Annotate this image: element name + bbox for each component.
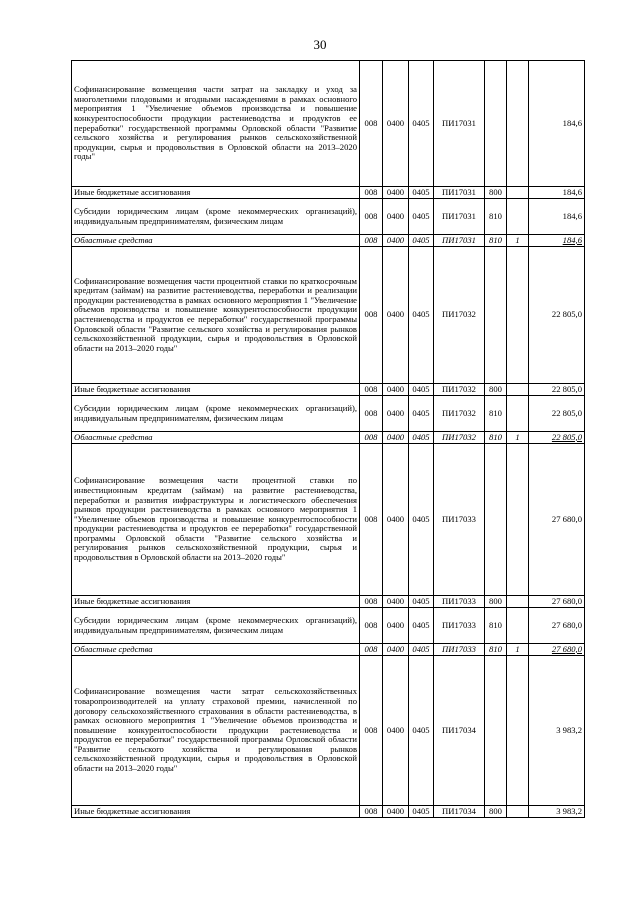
expense-type-cell xyxy=(485,444,507,596)
subsection-code-cell: 0405 xyxy=(409,596,434,608)
ministry-code-cell: 008 xyxy=(360,199,383,235)
amount-value: 184,6 xyxy=(562,234,582,245)
amount-cell xyxy=(529,61,585,187)
section-code-cell: 0400 xyxy=(383,444,409,596)
amount-value: 3 983,2 xyxy=(556,805,582,816)
amount-cell xyxy=(529,806,585,818)
table-row xyxy=(72,199,585,235)
table-row xyxy=(72,235,585,247)
amount-cell xyxy=(529,384,585,396)
subsection-code-cell: 0405 xyxy=(409,187,434,199)
table-body xyxy=(72,61,585,818)
expense-type-cell: 800 xyxy=(485,806,507,818)
amount-cell xyxy=(529,444,585,596)
target-article-cell: ПИ17032 xyxy=(434,432,485,444)
funding-source-cell xyxy=(507,656,529,806)
amount-value: 27 680,0 xyxy=(551,595,582,606)
funding-source-cell xyxy=(507,187,529,199)
funding-source-cell xyxy=(507,396,529,432)
amount-value: 184,6 xyxy=(562,210,582,221)
section-code-cell: 0400 xyxy=(383,396,409,432)
section-code-cell: 0400 xyxy=(383,806,409,818)
page-number: 30 xyxy=(313,37,327,52)
table-row xyxy=(72,644,585,656)
funding-source-cell xyxy=(507,608,529,644)
amount-value: 22 805,0 xyxy=(551,383,582,394)
subsection-code-cell: 0405 xyxy=(409,396,434,432)
subsection-code-cell: 0405 xyxy=(409,444,434,596)
amount-value: 27 680,0 xyxy=(551,643,582,654)
expense-type-cell: 800 xyxy=(485,596,507,608)
subsection-code-cell: 0405 xyxy=(409,608,434,644)
table-row xyxy=(72,608,585,644)
amount-cell xyxy=(529,396,585,432)
amount-value: 22 805,0 xyxy=(551,407,582,418)
subsection-code-cell: 0405 xyxy=(409,806,434,818)
expense-name-cell: Субсидии юридическим лицам (кроме некоммерческих организаций), индивидуальным предпринимателям, физическим лицам xyxy=(72,199,360,235)
expense-name-cell: Софинансирование возмещения части затрат сельскохозяйственных товаропроизводителей на уплату страховой премии, начисленной по договору сельскохозяйственного страхования в области растениеводства, в рамках основного мероприятия 1 "Увеличение объемов производства и повышение конкурентоспособности продукции растениеводства и продуктов ее переработки" государственной программы Орловской области "Развитие сельского хозяйства и регулирования рынков сельскохозяйственной продукции, сырья и продовольствия в Орловской области на 2013–2020 годы" xyxy=(72,656,360,806)
amount-cell xyxy=(529,596,585,608)
subsection-code-cell: 0405 xyxy=(409,656,434,806)
expense-name-cell: Иные бюджетные ассигнования xyxy=(72,187,360,199)
subsection-code-cell: 0405 xyxy=(409,235,434,247)
expense-type-cell: 800 xyxy=(485,187,507,199)
funding-source-cell: 1 xyxy=(507,432,529,444)
target-article-cell: ПИ17032 xyxy=(434,396,485,432)
section-code-cell: 0400 xyxy=(383,384,409,396)
target-article-cell: ПИ17032 xyxy=(434,384,485,396)
funding-source-cell: 1 xyxy=(507,235,529,247)
expense-type-cell xyxy=(485,247,507,384)
ministry-code-cell: 008 xyxy=(360,247,383,384)
table-row xyxy=(72,384,585,396)
table-row xyxy=(72,187,585,199)
expense-name-cell: Иные бюджетные ассигнования xyxy=(72,806,360,818)
section-code-cell: 0400 xyxy=(383,235,409,247)
amount-cell xyxy=(529,656,585,806)
amount-value: 184,6 xyxy=(562,186,582,197)
amount-value: 3 983,2 xyxy=(556,724,582,735)
expense-name-cell: Софинансирование возмещения части процентной ставки по инвестиционным кредитам (займам) на развитие растениеводства, переработки и развития инфраструктуры и логистического обеспечения рынков продукции растениеводства в рамках основного мероприятия 1 "Увеличение объемов производства и повышение конкурентоспособности продукции растениеводства и продуктов ее переработки" государственной программы Орловской области "Развитие сельского хозяйства и регулирования рынков сельскохозяйственной продукции, сырья и продовольствия в Орловской области на 2013–2020 годы" xyxy=(72,444,360,596)
subsection-code-cell: 0405 xyxy=(409,432,434,444)
expense-type-cell: 810 xyxy=(485,396,507,432)
ministry-code-cell: 008 xyxy=(360,444,383,596)
amount-cell xyxy=(529,247,585,384)
expense-name-cell: Софинансирование возмещения части процентной ставки по краткосрочным кредитам (займам) на развитие растениеводства, переработки и реализации продукции растениеводства в рамках основного мероприятия 1 "Увеличение объемов производства и повышение конкурентоспособности продукции растениеводства и продуктов ее переработки" государственной программы Орловской области "Развитие сельского хозяйства и регулирования рынков сельскохозяйственной продукции, сырья и продовольствия в Орловской области на 2013–2020 годы" xyxy=(72,247,360,384)
ministry-code-cell: 008 xyxy=(360,806,383,818)
amount-cell xyxy=(529,187,585,199)
expense-type-cell: 800 xyxy=(485,384,507,396)
expense-name-cell: Областные средства xyxy=(72,432,360,444)
target-article-cell: ПИ17033 xyxy=(434,644,485,656)
ministry-code-cell: 008 xyxy=(360,61,383,187)
expense-type-cell xyxy=(485,656,507,806)
target-article-cell: ПИ17031 xyxy=(434,187,485,199)
expense-name-cell: Субсидии юридическим лицам (кроме некоммерческих организаций), индивидуальным предпринимателям, физическим лицам xyxy=(72,608,360,644)
target-article-cell: ПИ17033 xyxy=(434,608,485,644)
amount-cell xyxy=(529,644,585,656)
amount-cell xyxy=(529,432,585,444)
ministry-code-cell: 008 xyxy=(360,187,383,199)
target-article-cell: ПИ17032 xyxy=(434,247,485,384)
ministry-code-cell: 008 xyxy=(360,396,383,432)
table-row xyxy=(72,396,585,432)
ministry-code-cell: 008 xyxy=(360,608,383,644)
expense-type-cell: 810 xyxy=(485,199,507,235)
funding-source-cell: 1 xyxy=(507,644,529,656)
ministry-code-cell: 008 xyxy=(360,235,383,247)
ministry-code-cell: 008 xyxy=(360,656,383,806)
amount-value: 22 805,0 xyxy=(551,431,582,442)
amount-cell xyxy=(529,199,585,235)
target-article-cell: ПИ17034 xyxy=(434,656,485,806)
ministry-code-cell: 008 xyxy=(360,384,383,396)
table-row xyxy=(72,247,585,384)
subsection-code-cell: 0405 xyxy=(409,384,434,396)
expense-type-cell: 810 xyxy=(485,644,507,656)
target-article-cell: ПИ17033 xyxy=(434,596,485,608)
subsection-code-cell: 0405 xyxy=(409,247,434,384)
section-code-cell: 0400 xyxy=(383,596,409,608)
funding-source-cell xyxy=(507,806,529,818)
expense-name-cell: Субсидии юридическим лицам (кроме некоммерческих организаций), индивидуальным предпринимателям, физическим лицам xyxy=(72,396,360,432)
ministry-code-cell: 008 xyxy=(360,432,383,444)
expense-type-cell xyxy=(485,61,507,187)
section-code-cell: 0400 xyxy=(383,432,409,444)
section-code-cell: 0400 xyxy=(383,656,409,806)
amount-value: 184,6 xyxy=(562,117,582,128)
table-row xyxy=(72,806,585,818)
target-article-cell: ПИ17033 xyxy=(434,444,485,596)
table-row xyxy=(72,432,585,444)
funding-source-cell xyxy=(507,384,529,396)
expense-name-cell: Областные средства xyxy=(72,644,360,656)
section-code-cell: 0400 xyxy=(383,247,409,384)
expense-type-cell: 810 xyxy=(485,432,507,444)
subsection-code-cell: 0405 xyxy=(409,199,434,235)
funding-source-cell xyxy=(507,596,529,608)
target-article-cell: ПИ17034 xyxy=(434,806,485,818)
target-article-cell: ПИ17031 xyxy=(434,199,485,235)
section-code-cell: 0400 xyxy=(383,608,409,644)
target-article-cell: ПИ17031 xyxy=(434,61,485,187)
table-row xyxy=(72,61,585,187)
subsection-code-cell: 0405 xyxy=(409,61,434,187)
amount-value: 27 680,0 xyxy=(551,619,582,630)
funding-source-cell xyxy=(507,61,529,187)
amount-value: 27 680,0 xyxy=(551,513,582,524)
expense-name-cell: Иные бюджетные ассигнования xyxy=(72,596,360,608)
target-article-cell: ПИ17031 xyxy=(434,235,485,247)
ministry-code-cell: 008 xyxy=(360,644,383,656)
section-code-cell: 0400 xyxy=(383,187,409,199)
table-row xyxy=(72,656,585,806)
expense-name-cell: Иные бюджетные ассигнования xyxy=(72,384,360,396)
funding-source-cell xyxy=(507,247,529,384)
section-code-cell: 0400 xyxy=(383,61,409,187)
funding-source-cell xyxy=(507,444,529,596)
expense-type-cell: 810 xyxy=(485,608,507,644)
section-code-cell: 0400 xyxy=(383,644,409,656)
expense-type-cell: 810 xyxy=(485,235,507,247)
ministry-code-cell: 008 xyxy=(360,596,383,608)
subsection-code-cell: 0405 xyxy=(409,644,434,656)
funding-source-cell xyxy=(507,199,529,235)
expense-name-cell: Областные средства xyxy=(72,235,360,247)
amount-value: 22 805,0 xyxy=(551,309,582,320)
amount-cell xyxy=(529,608,585,644)
expense-name-cell: Софинансирование возмещения части затрат на закладку и уход за многолетними плодовыми и ягодными насаждениями в рамках основного мероприятия 1 "Увеличение объемов производства и повышение конкурентоспособности продукции растениеводства и продуктов ее переработки" государственной программы Орловской области "Развитие сельского хозяйства и регулирования рынков сельскохозяйственной продукции, сырья и продовольствия в Орловской области на 2013–2020 годы" xyxy=(72,61,360,187)
table-row xyxy=(72,444,585,596)
table-row xyxy=(72,596,585,608)
budget-table xyxy=(71,60,585,818)
amount-cell xyxy=(529,235,585,247)
section-code-cell: 0400 xyxy=(383,199,409,235)
